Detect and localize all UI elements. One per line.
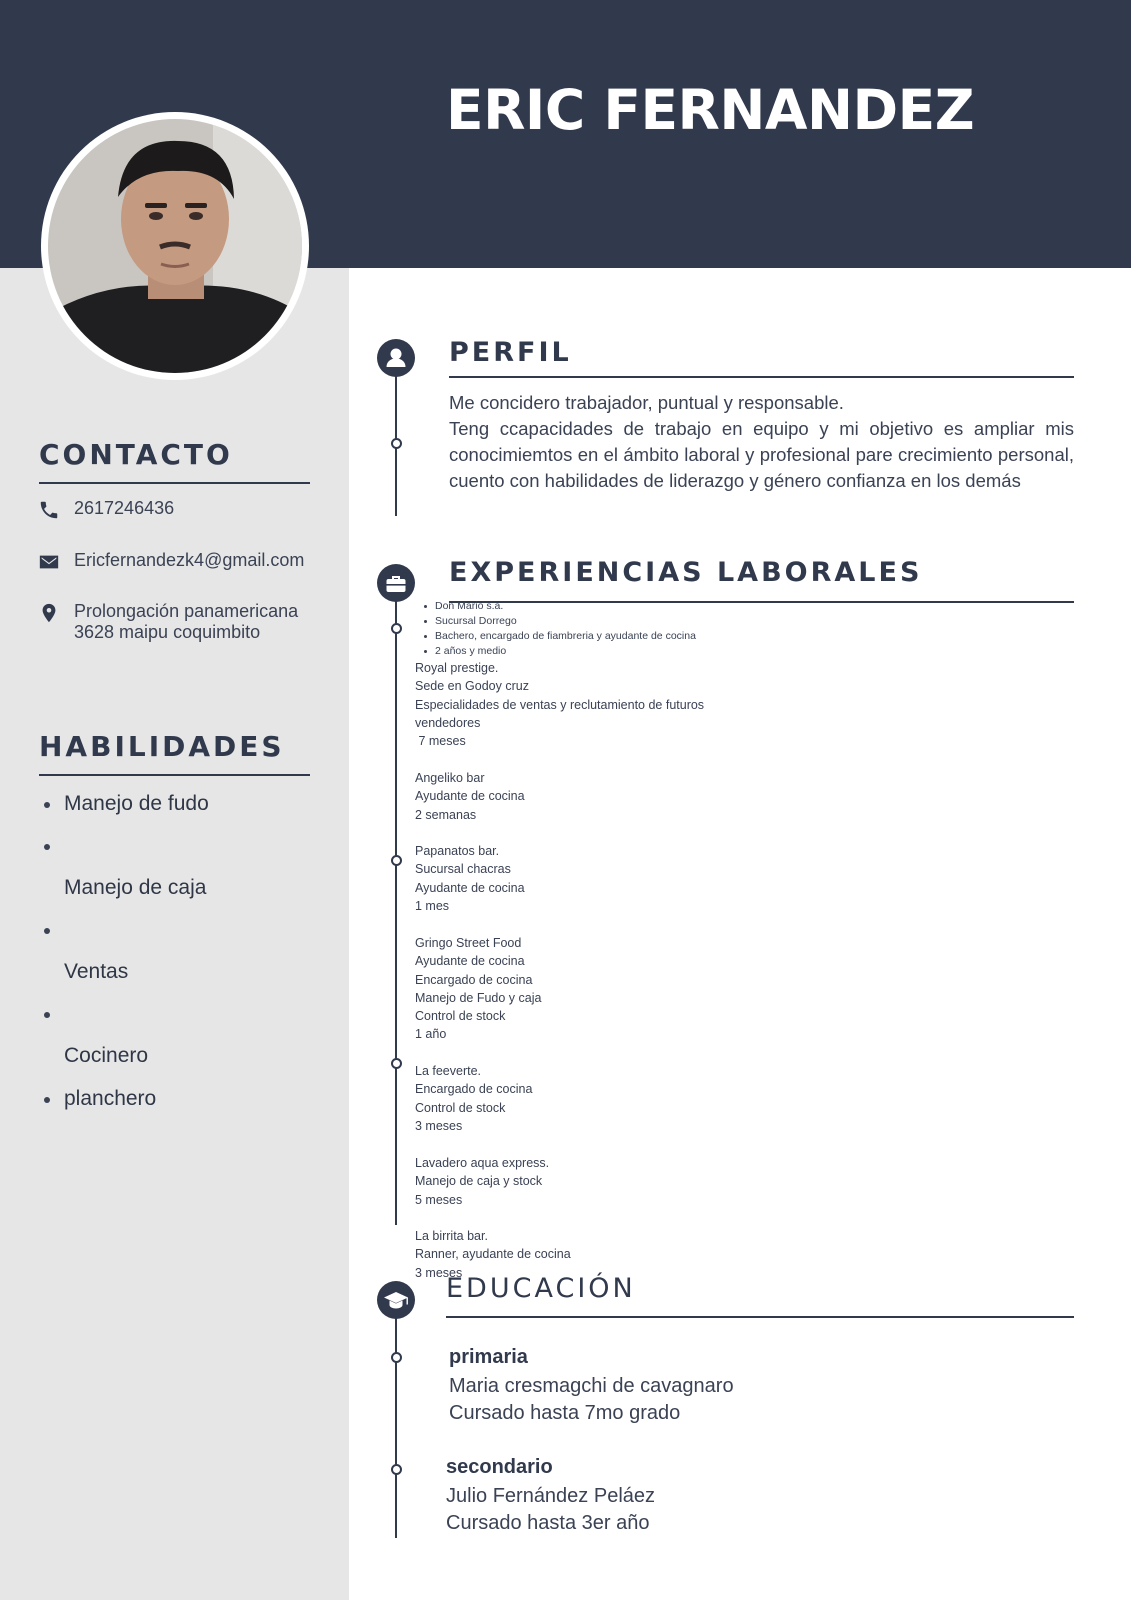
contact-address [38,601,298,643]
location-pin-icon [38,602,60,624]
timeline-line-experience [395,580,397,1225]
timeline-node [391,855,402,866]
address-line-2: 3628 maipu coquimbito [74,622,261,642]
address-line-1: Prolongación panamericana [74,601,299,621]
timeline-node [391,623,402,634]
mail-icon [38,551,60,573]
timeline-node [391,1058,402,1069]
phone-icon [38,499,60,521]
profile-line-2: Teng ccapacidades de trabajo en equipo y mi objetivo es ampliar mis conocimiemtos en el ámbito laboral y profesional pare crecimiento personal, cuento con habilidades de liderazgo y género confianza en los demás [449,418,1074,491]
education-school: Julio Fernández Peláez [446,1485,656,1507]
briefcase-icon [377,564,415,602]
contact-title: CONTACTO [39,438,233,471]
contact-email [38,550,304,573]
experience-entry: La birrita bar. Ranner, ayudante de cocina 3 meses [415,1229,571,1280]
timeline-node [391,438,402,449]
education-detail: Cursado hasta 7mo grado [449,1402,681,1424]
list-item: Sucursal Dorrego [422,614,696,629]
profile-divider [449,376,1074,378]
address-text [74,601,298,643]
contact-phone [38,498,174,521]
education-level: secondario [446,1456,553,1478]
profile-photo [41,112,309,380]
experience-entry: Papanatos bar. Sucursal chacras Ayudante de cocina 1 mes [415,844,525,913]
timeline-node [391,1352,402,1363]
experience-entry: Angeliko bar Ayudante de cocina 2 semanas [415,771,525,822]
list-item: 2 años y medio [422,644,696,659]
skills-title: HABILIDADES [39,730,285,763]
list-item: Bachero, encargado de fiambreria y ayudante de cocina [422,629,696,644]
profile-title: PERFIL [449,337,572,368]
education-divider [446,1316,1074,1318]
candidate-name: ERIC FERNANDEZ [446,78,975,142]
profile-line-1: Me concidero trabajador, puntual y responsable. [449,392,844,413]
education-detail: Cursado hasta 3er año [446,1512,650,1534]
skills-divider [39,774,310,776]
experience-bullet-list [422,599,696,659]
education-school: Maria cresmagchi de cavagnaro [449,1375,734,1397]
education-level: primaria [449,1346,528,1368]
experience-entry: Lavadero aqua express. Manejo de caja y stock 5 meses [415,1156,550,1207]
phone-number: 2617246436 [74,498,175,518]
list-item: Don Mario s.a. [422,599,696,614]
education-title: EDUCACIÓN [446,1273,636,1304]
timeline-node [391,1464,402,1475]
experience-entry: Gringo Street Food Ayudante de cocina Encargado de cocina Manejo de Fudo y caja Control de stock 1 año [415,936,542,1042]
experience-title: EXPERIENCIAS LABORALES [449,557,923,588]
user-icon [377,339,415,377]
timeline-line-education [395,1300,397,1538]
email-address: Ericfernandezk4@gmail.com [74,550,305,570]
graduation-cap-icon [377,1281,415,1319]
profile-photo-image [48,119,302,373]
profile-summary [449,390,1074,494]
contact-divider [39,482,310,484]
experience-entry: Royal prestige. Sede en Godoy cruz Especialidades de ventas y reclutamiento de futuros vendedores 7 meses [415,661,705,749]
experience-entry: La feeverte. Encargado de cocina Control de stock 3 meses [415,1064,533,1133]
